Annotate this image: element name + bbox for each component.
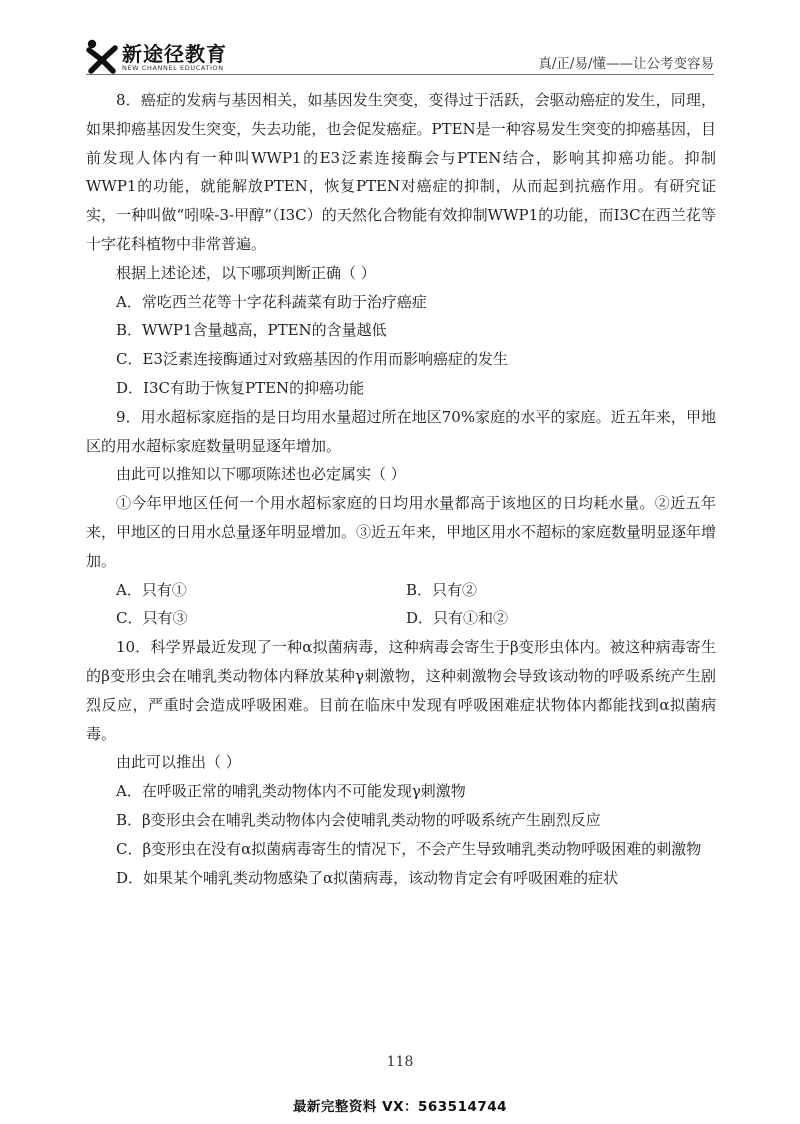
question-8-option-c: C．E3泛素连接酶通过对致癌基因的作用而影响癌症的发生 xyxy=(116,350,508,369)
header-divider xyxy=(86,74,714,75)
question-9-options-row-2 xyxy=(86,604,716,633)
question-9-statements: ①今年甲地区任何一个用水超标家庭的日均用水量都高于该地区的日均耗水量。②近五年来，甲地区的日用水总量逐年明显增加。③近五年来，甲地区用水不超标的家庭数量明显逐年增加。 xyxy=(86,494,717,570)
question-9-options-row-1 xyxy=(86,576,716,605)
question-9-option-d: D．只有①和② xyxy=(406,609,509,628)
page-content xyxy=(86,86,716,892)
question-8-prompt: 根据上述论述，以下哪项判断正确（ ） xyxy=(116,263,376,282)
question-9-option-a: A．只有① xyxy=(116,580,187,599)
question-9-option-c: C．只有③ xyxy=(116,609,188,628)
question-9-stem: 9．用水超标家庭指的是日均用水量超过所在地区70%家庭的水平的家庭。近五年来，甲地区的用水超标家庭数量明显逐年增加。 xyxy=(86,407,716,455)
page-number: 118 xyxy=(386,1054,414,1070)
page-header xyxy=(0,0,800,80)
footer-note: 最新完整资料 VX：563514744 xyxy=(292,1099,508,1115)
question-8-option-d: D．I3C有助于恢复PTEN的抑癌功能 xyxy=(116,378,365,397)
header-slogan: 真/正/易/懂——让公考变容易 xyxy=(538,56,714,72)
question-10-stem: 10．科学界最近发现了一种α拟菌病毒，这种病毒会寄生于β变形虫体内。被这种病毒寄生的β变形虫会在哺乳类动物体内释放某种γ刺激物，这种刺激物会导致该动物的呼吸系统产生剧烈反应，严重时会造成呼吸困难。目前在临床中发现有呼吸困难症状物体内都能找到α拟菌病毒。 xyxy=(86,638,716,743)
question-10-prompt: 由此可以推出（ ） xyxy=(116,753,241,772)
question-9-option-b: B．只有② xyxy=(406,580,478,599)
logo xyxy=(84,36,234,76)
logo-mark-icon xyxy=(84,38,120,74)
question-10-option-c: C．β变形虫在没有α拟菌病毒寄生的情况下，不会产生导致哺乳类动物呼吸困难的刺激物 xyxy=(116,839,702,858)
question-9-prompt: 由此可以推知以下哪项陈述也必定属实（ ） xyxy=(116,465,406,484)
question-8-stem: 8．癌症的发病与基因相关，如基因发生突变，变得过于活跃，会驱动癌症的发生，同理，如果抑癌基因发生突变，失去功能，也会促发癌症。PTEN是一种容易发生突变的抑癌基因，目前发现人体内有一种叫WWP1的E3泛素连接酶会与PTEN结合，影响其抑癌功能。抑制WWP1的功能，就能解放PTEN，恢复PTEN对癌症的抑制，从而起到抗癌作用。有研究证实，一种叫做“吲哚-3-甲醇”（I3C）的天然化合物能有效抑制WWP1的功能，而I3C在西兰花等十字花科植物中非常普遍。 xyxy=(86,91,716,253)
logo-text: 新途径教育 xyxy=(122,42,227,66)
question-10-option-a: A．在呼吸正常的哺乳类动物体内不可能发现γ刺激物 xyxy=(116,782,466,801)
question-8-option-a: A．常吃西兰花等十字花科蔬菜有助于治疗癌症 xyxy=(116,292,427,311)
question-10-option-d: D．如果某个哺乳类动物感染了α拟菌病毒，该动物肯定会有呼吸困难的症状 xyxy=(116,868,619,887)
logo-subtext: NEW CHANNEL EDUCATION xyxy=(122,64,224,72)
question-8-option-b: B．WWP1含量越高，PTEN的含量越低 xyxy=(116,321,387,340)
question-10-option-b: B．β变形虫会在哺乳类动物体内会使哺乳类动物的呼吸系统产生剧烈反应 xyxy=(116,810,601,829)
